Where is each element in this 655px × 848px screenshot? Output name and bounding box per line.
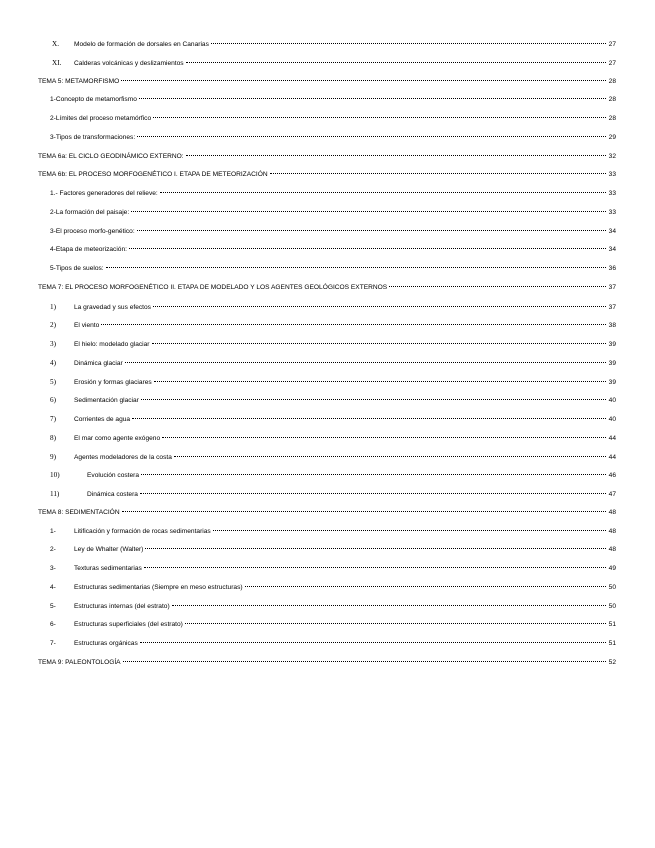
toc-page-number: 50 — [608, 602, 616, 610]
toc-entry-title: Evolución costera — [87, 472, 140, 480]
toc-entry[interactable] — [38, 598, 616, 617]
toc-entry[interactable] — [38, 354, 616, 373]
toc-entry[interactable] — [38, 410, 616, 429]
toc-entry-title: TEMA 9: PALEONTOLOGÍA — [38, 658, 121, 666]
toc-entry[interactable] — [38, 523, 616, 542]
toc-dot-leader — [174, 456, 606, 457]
toc-entry-number: 3) — [50, 340, 56, 348]
toc-entry[interactable] — [38, 241, 616, 260]
toc-entry-title: Dinámica costera — [87, 491, 138, 498]
toc-dot-leader — [137, 136, 606, 137]
toc-dot-leader — [145, 548, 606, 549]
toc-entry-number: 1- — [50, 527, 56, 535]
toc-dot-leader — [125, 362, 606, 363]
toc-dot-leader — [141, 399, 606, 400]
toc-entry-number: 11) — [50, 490, 60, 498]
toc-page-number: 39 — [608, 378, 616, 386]
toc-entry[interactable] — [38, 316, 616, 335]
toc-dot-leader — [153, 117, 606, 118]
toc-entry[interactable] — [38, 279, 616, 298]
toc-dot-leader — [213, 530, 606, 531]
toc-entry[interactable] — [38, 166, 616, 185]
toc-entry-title: Calderas volcánicas y deslizamientos — [74, 59, 184, 67]
toc-entry[interactable] — [38, 391, 616, 410]
toc-page-number: 51 — [608, 640, 616, 647]
toc-entry[interactable] — [38, 429, 616, 448]
toc-page-number: 33 — [608, 208, 616, 216]
toc-entry[interactable] — [38, 466, 616, 485]
toc-entry-number: 7- — [50, 640, 56, 647]
toc-entry[interactable] — [38, 260, 616, 279]
toc-entry-number: X. — [52, 40, 59, 48]
toc-entry-title: Ley de Whalter (Walter) — [74, 546, 144, 554]
toc-page-number: 49 — [608, 565, 616, 572]
toc-entry-title: 3-Tipos de transformaciones: — [50, 133, 136, 141]
toc-entry[interactable] — [38, 73, 616, 92]
toc-dot-leader — [101, 324, 606, 325]
toc-entry-title: Corrientes de agua — [74, 416, 131, 423]
toc-dot-leader — [140, 642, 606, 643]
toc-entry-number: 9) — [50, 452, 56, 461]
toc-page-number: 27 — [608, 59, 616, 67]
toc-page-number: 48 — [608, 546, 616, 554]
toc-dot-leader — [186, 155, 606, 156]
toc-entry[interactable] — [38, 541, 616, 560]
toc-entry-number: 5- — [50, 602, 56, 610]
toc-entry-title: 3-El proceso morfo-genético: — [50, 227, 135, 235]
toc-page-number: 40 — [608, 397, 616, 405]
toc-entry[interactable] — [38, 91, 616, 110]
toc-entry[interactable] — [38, 335, 616, 354]
toc-page-number: 40 — [608, 416, 616, 423]
toc-entry-number: 6- — [50, 621, 56, 629]
toc-entry[interactable] — [38, 148, 616, 167]
toc-entry[interactable] — [38, 448, 616, 467]
toc-entry-title: Erosión y formas glaciares — [74, 378, 152, 386]
toc-entry-title: Estructuras orgánicas — [74, 640, 138, 647]
toc-dot-leader — [154, 381, 606, 382]
toc-dot-leader — [245, 586, 606, 587]
toc-page-number: 52 — [608, 658, 616, 666]
toc-entry[interactable] — [38, 35, 616, 54]
toc-entry[interactable] — [38, 54, 616, 73]
toc-dot-leader — [162, 437, 606, 438]
toc-entry-title: El viento — [74, 322, 100, 330]
toc-entry-title: Modelo de formación de dorsales en Canarias — [74, 41, 209, 48]
toc-dot-leader — [137, 230, 606, 231]
toc-page-number: 48 — [608, 527, 616, 535]
toc-entry-title: 4-Etapa de meteorización: — [50, 246, 127, 254]
toc-page-number: 50 — [608, 583, 616, 591]
toc-entry-title: El mar como agente exógeno — [74, 434, 161, 442]
toc-dot-leader — [140, 493, 606, 494]
toc-dot-leader — [131, 211, 606, 212]
toc-dot-leader — [389, 286, 606, 287]
toc-page-number: 39 — [608, 341, 616, 348]
toc-entry-title: 2-La formación del paisaje: — [50, 208, 130, 216]
toc-entry[interactable] — [38, 504, 616, 523]
toc-page-number: 28 — [608, 77, 616, 85]
toc-dot-leader — [186, 62, 606, 63]
toc-page-number: 28 — [608, 96, 616, 104]
toc-page-number: 39 — [608, 359, 616, 367]
toc-dot-leader — [132, 418, 606, 419]
toc-dot-leader — [122, 511, 606, 512]
toc-entry-title: Estructuras internas (del estrato) — [74, 602, 170, 610]
toc-entry-title: Texturas sedimentarias — [74, 565, 142, 572]
toc-entry-number: 7) — [50, 415, 56, 423]
toc-page-number: 38 — [608, 322, 616, 330]
toc-page-number: 44 — [608, 453, 616, 461]
toc-entry-title: TEMA 6a: EL CICLO GEODINÁMICO EXTERNO: — [38, 152, 184, 160]
toc-dot-leader — [141, 474, 606, 475]
toc-dot-leader — [144, 567, 606, 568]
toc-entry-title: Estructuras sedimentarias (Siempre en meso estructuras) — [74, 583, 243, 591]
toc-page-number: 46 — [608, 472, 616, 480]
toc-page-number: 27 — [608, 41, 616, 48]
toc-dot-leader — [185, 623, 606, 624]
toc-entry-title: Litificación y formación de rocas sedimentarias — [74, 527, 211, 535]
toc-entry-number: 2) — [50, 321, 56, 330]
toc-entry-number: 4) — [50, 358, 56, 367]
toc-entry[interactable] — [38, 579, 616, 598]
toc-dot-leader — [160, 192, 606, 193]
toc-entry[interactable] — [38, 616, 616, 635]
toc-entry[interactable] — [38, 635, 616, 654]
toc-entry-title: 2-Límites del proceso metamórfico — [50, 115, 152, 122]
toc-entry-title: La gravedad y sus efectos — [74, 303, 151, 311]
toc-entry-number: 4- — [50, 583, 56, 591]
toc-entry-number: 1) — [50, 302, 56, 311]
toc-dot-leader — [139, 98, 606, 99]
toc-entry-title: TEMA 7: EL PROCESO MORFOGENÉTICO II. ETAPA DE MODELADO Y LOS AGENTES GEOLÓGICOS EXTERNOS — [38, 283, 388, 291]
toc-entry-title: 5-Tipos de suelos: — [50, 265, 104, 272]
toc-dot-leader — [152, 343, 606, 344]
toc-page-number: 32 — [608, 152, 616, 160]
toc-entry[interactable] — [38, 110, 616, 129]
toc-page-number: 36 — [608, 265, 616, 272]
toc-entry-title: Dinámica glaciar — [74, 359, 123, 367]
toc-entry-number: 5) — [50, 377, 56, 386]
toc-entry-title: TEMA 5: METAMORFISMO — [38, 77, 120, 85]
table-of-contents — [38, 35, 616, 673]
toc-dot-leader — [129, 248, 606, 249]
toc-entry[interactable] — [38, 129, 616, 148]
toc-entry-number: 2- — [50, 546, 56, 554]
toc-dot-leader — [106, 267, 606, 268]
toc-entry[interactable] — [38, 204, 616, 223]
toc-entry-number: 3- — [50, 565, 56, 572]
toc-dot-leader — [123, 661, 606, 662]
toc-entry[interactable] — [38, 654, 616, 673]
toc-entry[interactable] — [38, 373, 616, 392]
toc-entry-title: Agentes modeladores de la costa — [74, 453, 172, 461]
toc-page-number: 34 — [608, 246, 616, 254]
toc-entry-title: TEMA 8: SEDIMENTACIÓN — [38, 508, 120, 516]
toc-entry[interactable] — [38, 485, 616, 504]
toc-entry-title: Sedimentación glaciar — [74, 397, 139, 405]
toc-page-number: 29 — [608, 133, 616, 141]
toc-entry-number: XI. — [52, 58, 62, 67]
toc-dot-leader — [172, 605, 606, 606]
toc-entry-title: TEMA 6b: EL PROCESO MORFOGENÉTICO I. ETAPA DE METEORIZACIÓN — [38, 171, 268, 179]
toc-entry-number: 8) — [50, 433, 56, 442]
toc-page-number: 48 — [608, 508, 616, 516]
toc-page-number: 37 — [608, 283, 616, 291]
toc-entry-number: 10) — [50, 471, 60, 480]
toc-entry[interactable] — [38, 298, 616, 317]
toc-entry-title: 1.- Factores generadores del relieve: — [50, 190, 158, 197]
toc-page-number: 51 — [608, 621, 616, 629]
toc-entry-title: Estructuras superficiales (del estrato) — [74, 621, 183, 629]
toc-entry-title: El hielo: modelado glaciar — [74, 341, 150, 348]
toc-page-number: 34 — [608, 227, 616, 235]
toc-page-number: 33 — [608, 171, 616, 179]
toc-page-number: 37 — [608, 303, 616, 311]
toc-entry-number: 6) — [50, 396, 56, 405]
toc-dot-leader — [270, 173, 606, 174]
toc-page-number: 28 — [608, 115, 616, 122]
toc-dot-leader — [153, 306, 606, 307]
toc-entry[interactable] — [38, 223, 616, 242]
toc-entry[interactable] — [38, 185, 616, 204]
toc-dot-leader — [211, 43, 606, 44]
toc-page-number: 44 — [608, 434, 616, 442]
toc-entry[interactable] — [38, 560, 616, 579]
toc-page-number: 33 — [608, 190, 616, 197]
toc-entry-title: 1-Concepto de metamorfismo — [50, 96, 137, 104]
toc-page-number: 47 — [608, 491, 616, 498]
toc-dot-leader — [121, 80, 606, 81]
